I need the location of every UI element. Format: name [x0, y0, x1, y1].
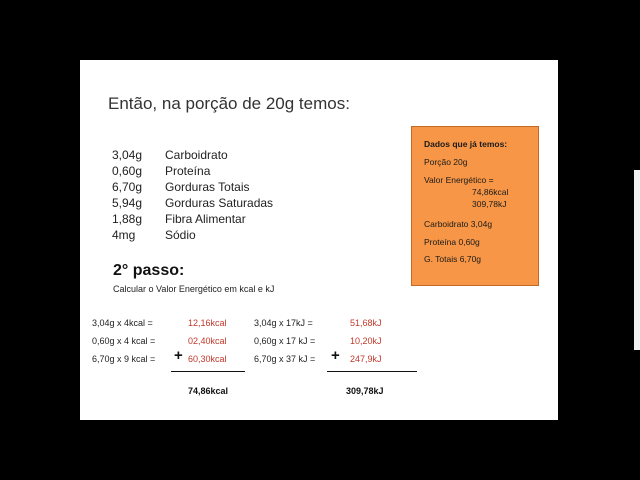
calc-row: [92, 350, 227, 368]
list-item: [112, 211, 273, 227]
calc-expression: 0,60g x 17 kJ =: [254, 336, 316, 346]
calc-expression: 3,04g x 17kJ =: [254, 318, 313, 328]
nutrient-name: Gorduras Saturadas: [165, 196, 274, 210]
nutrient-qty: 1,88g: [112, 212, 143, 226]
nutrient-qty: 5,94g: [112, 196, 143, 210]
known-energy-label: Valor Energético =: [424, 175, 494, 185]
known-energy-kj: 309,78kJ: [472, 199, 507, 209]
nutrient-name: Fibra Alimentar: [165, 212, 246, 226]
nutrient-list: [112, 147, 273, 243]
calc-row: [254, 332, 382, 350]
kj-sum-line: [327, 371, 417, 372]
nutrient-qty: 3,04g: [112, 148, 143, 162]
plus-sign-kcal: +: [174, 347, 183, 364]
known-protein: Proteína 0,60g: [424, 237, 480, 247]
known-fat: G. Totais 6,70g: [424, 254, 482, 264]
known-portion: Porção 20g: [424, 157, 468, 167]
calc-result: 247,9kJ: [350, 354, 382, 364]
known-data-box: [411, 126, 539, 286]
nutrient-qty: 0,60g: [112, 164, 143, 178]
kcal-total: 74,86kcal: [188, 386, 229, 396]
calc-row: [92, 314, 227, 332]
calc-row: [254, 314, 382, 332]
side-scroll-strip: [634, 170, 640, 350]
plus-sign-kj: +: [331, 347, 340, 364]
nutrient-qty: 4mg: [112, 228, 136, 242]
calc-expression: 0,60g x 4 kcal =: [92, 336, 156, 346]
calc-result: 12,16kcal: [188, 318, 227, 328]
list-item: [112, 195, 273, 211]
calc-expression: 6,70g x 9 kcal =: [92, 354, 156, 364]
calc-result: 51,68kJ: [350, 318, 382, 328]
list-item: [112, 227, 273, 243]
kcal-calculation: [92, 314, 227, 368]
calc-expression: 6,70g x 37 kJ =: [254, 354, 316, 364]
known-carb: Carboidrato 3,04g: [424, 219, 493, 229]
slide: [80, 60, 558, 420]
calc-row: [254, 350, 382, 368]
kj-total: 309,78kJ: [346, 386, 384, 396]
calc-result: 10,20kJ: [350, 336, 382, 346]
list-item: [112, 147, 273, 163]
nutrient-name: Proteína: [165, 164, 211, 178]
nutrient-name: Gorduras Totais: [165, 180, 250, 194]
calc-result: 60,30kcal: [188, 354, 227, 364]
list-item: [112, 179, 273, 195]
calc-result: 02,40kcal: [188, 336, 227, 346]
step-text: Calcular o Valor Energético em kcal e kJ: [113, 284, 275, 294]
calc-expression: 3,04g x 4kcal =: [92, 318, 153, 328]
known-data-title: Dados que já temos:: [424, 139, 508, 149]
step-title: 2° passo:: [113, 262, 185, 279]
nutrient-qty: 6,70g: [112, 180, 143, 194]
kcal-sum-line: [171, 371, 245, 372]
known-energy-kcal: 74,86kcal: [472, 187, 509, 197]
nutrient-name: Carboidrato: [165, 148, 228, 162]
list-item: [112, 163, 273, 179]
nutrient-name: Sódio: [165, 228, 196, 242]
slide-title: Então, na porção de 20g temos:: [108, 94, 350, 113]
calc-row: [92, 332, 227, 350]
kj-calculation: [254, 314, 382, 368]
